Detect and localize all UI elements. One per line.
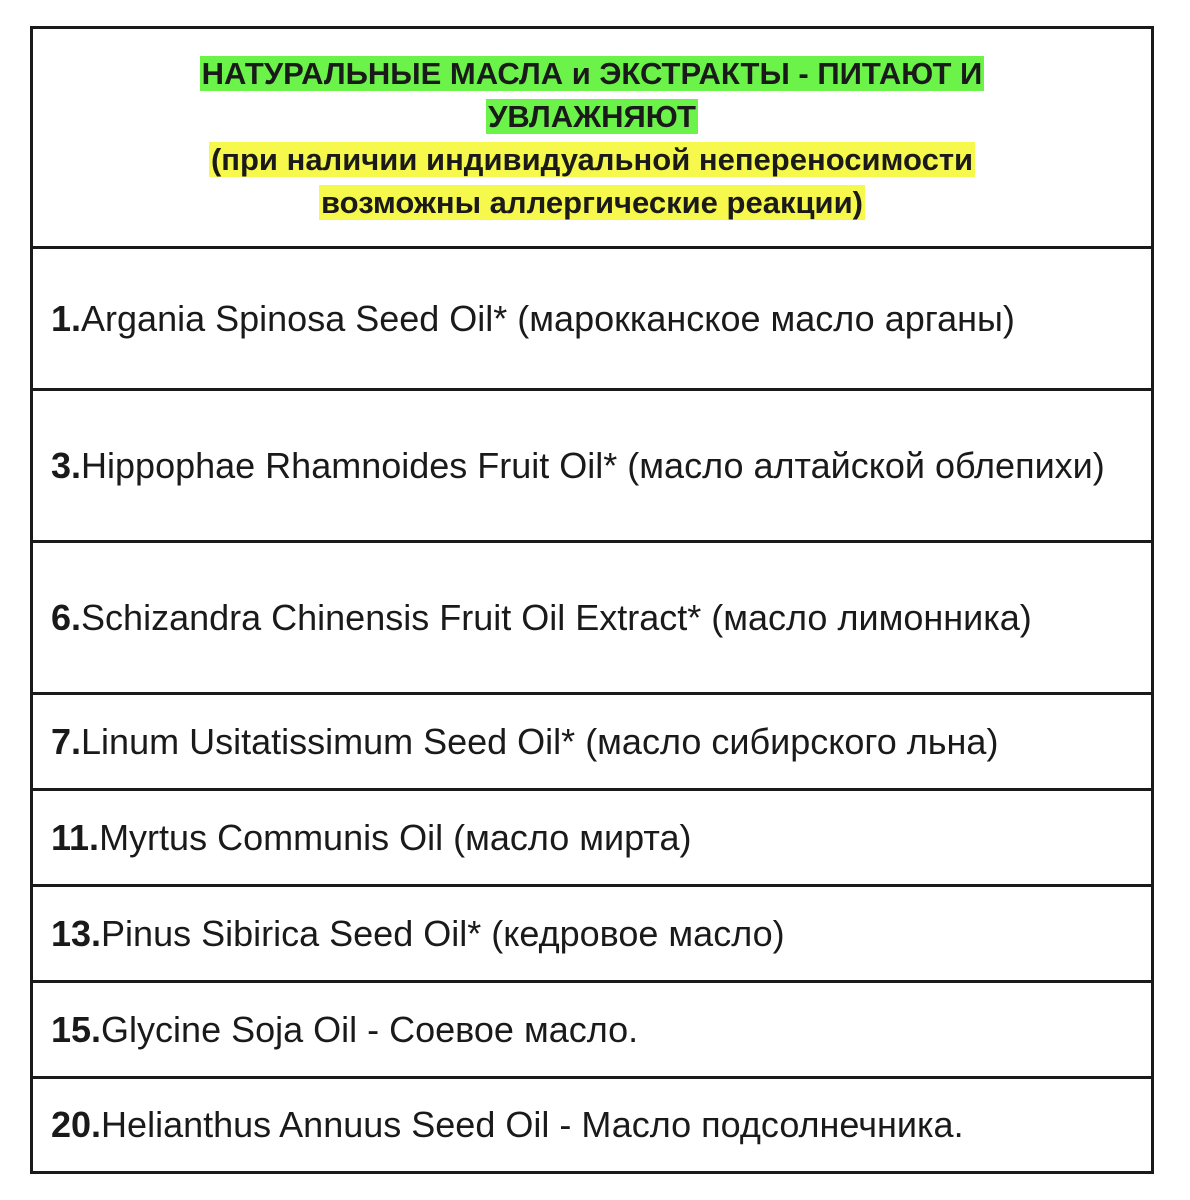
- header-title-line2: УВЛАЖНЯЮТ: [488, 98, 696, 134]
- item-text: Pinus Sibirica Seed Oil* (кедровое масло): [101, 912, 785, 954]
- item-text: Glycine Soja Oil - Соевое масло.: [101, 1008, 639, 1050]
- header-note-line2: возможны аллергические реакции): [321, 184, 863, 220]
- table-header: [33, 29, 1151, 249]
- table-row: [33, 983, 1151, 1079]
- item-text: Argania Spinosa Seed Oil* (марокканское масло арганы): [81, 297, 1015, 339]
- table-row: [33, 695, 1151, 791]
- item-number: 3.: [51, 444, 82, 486]
- item-text: Schizandra Chinensis Fruit Oil Extract* (масло лимонника): [81, 596, 1032, 638]
- item-number: 20.: [51, 1104, 102, 1145]
- table-row: [33, 543, 1151, 695]
- table-row: [33, 791, 1151, 887]
- item-number: 7.: [51, 720, 82, 762]
- header-note-line1: (при наличии индивидуальной непереносимости: [210, 141, 974, 177]
- item-text: Hippophae Rhamnoides Fruit Oil* (масло алтайской облепихи): [81, 444, 1105, 486]
- table-row: [33, 391, 1151, 543]
- item-number: 11.: [51, 816, 100, 858]
- item-text: Linum Usitatissimum Seed Oil* (масло сибирского льна): [81, 720, 999, 762]
- item-number: 6.: [51, 596, 82, 638]
- header-title-line1: НАТУРАЛЬНЫЕ МАСЛА и ЭКСТРАКТЫ - ПИТАЮТ И: [201, 55, 983, 91]
- table-row: [33, 887, 1151, 983]
- item-number: 15.: [51, 1008, 102, 1050]
- item-number: 13.: [51, 912, 102, 954]
- item-number: 1.: [51, 297, 82, 339]
- table-row: [33, 1079, 1151, 1171]
- ingredients-table: [30, 26, 1154, 1174]
- table-row: [33, 249, 1151, 391]
- item-text: Myrtus Communis Oil (масло мирта): [99, 816, 692, 858]
- item-text: Helianthus Annuus Seed Oil - Масло подсолнечника.: [101, 1104, 964, 1145]
